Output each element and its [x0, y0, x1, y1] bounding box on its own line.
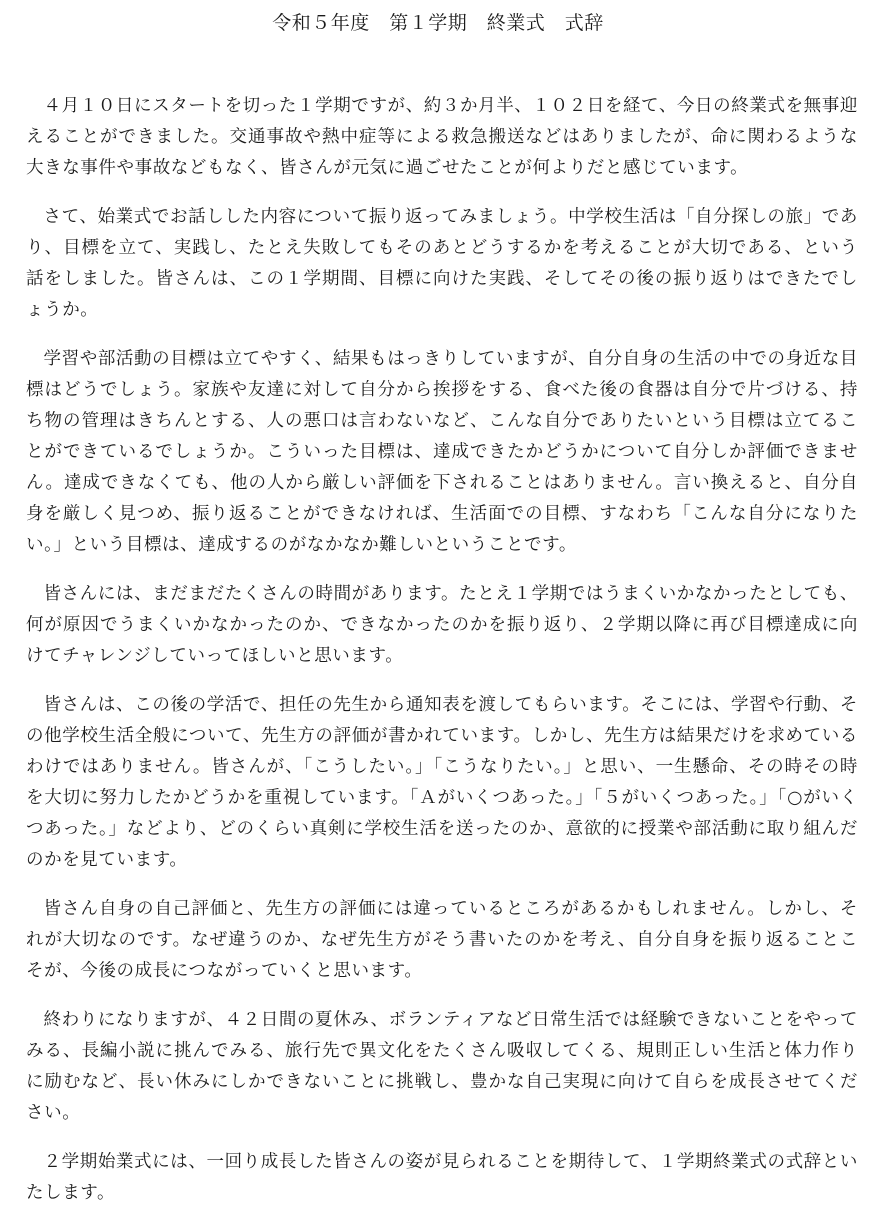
- paragraph-6: 皆さん自身の自己評価と、先生方の評価には違っているところがあるかもしれません。しかし、それが大切なのです。なぜ違うのか、なぜ先生方がそう書いたのかを考え、自分自身を振り返ることこそが、今後の成長につながっていくと思います。: [26, 899, 858, 981]
- document-title: 令和５年度 第１学期 終業式 式辞: [272, 12, 604, 34]
- paragraph-7: 終わりになりますが、４２日間の夏休み、ボランティアなど日常生活では経験できないことをやってみる、長編小説に挑んでみる、旅行先で異文化をたくさん吸収してくる、規則正しい生活と体力作りに励むなど、長い休みにしかできないことに挑戦し、豊かな自己実現に向けて自らを成長させてください。: [26, 1010, 858, 1123]
- paragraph-5: 皆さんは、この後の学活で、担任の先生から通知表を渡してもらいます。そこには、学習や行動、その他学校生活全般について、先生方の評価が書かれています。しかし、先生方は結果だけを求めているわけではありません。皆さんが、「こうしたい。」「こうなりたい。」と思い、一生懸命、その時その時を大切に努力したかどうかを重視しています。「Ａがいくつあった。」「５がいくつあった。」「○がいくつあった。」などより、どのくらい真剣に学校生活を送ったのか、意欲的に授業や部活動に取り組んだのかを見ています。: [26, 695, 858, 870]
- paragraph-4: 皆さんには、まだまだたくさんの時間があります。たとえ１学期ではうまくいかなかったとしても、何が原因でうまくいかなかったのか、できなかったのかを振り返り、２学期以降に再び目標達成に向けてチャレンジしていってほしいと思います。: [26, 584, 858, 666]
- paragraph-8: ２学期始業式には、一回り成長した皆さんの姿が見られることを期待して、１学期終業式の式辞といたします。: [26, 1152, 858, 1203]
- paragraph-3: 学習や部活動の目標は立てやすく、結果もはっきりしていますが、自分自身の生活の中での身近な目標はどうでしょう。家族や友達に対して自分から挨拶をする、食べた後の食器は自分で片づける、持ち物の管理はきちんとする、人の悪口は言わないなど、こんな自分でありたいという目標は立てることができているでしょうか。こういった目標は、達成できたかどうかについて自分しか評価できません。達成できなくても、他の人から厳しい評価を下されることはありません。言い換えると、自分自身を厳しく見つめ、振り返ることができなければ、生活面での目標、すなわち「こんな自分になりたい。」という目標は、達成するのがなかなか難しいということです。: [26, 349, 858, 555]
- document-body: [26, 91, 858, 1227]
- paragraph-1: ４月１０日にスタートを切った１学期ですが、約３か月半、１０２日を経て、今日の終業式を無事迎えることができました。交通事故や熱中症等による救急搬送などはありましたが、命に関わるような大きな事件や事故などもなく、皆さんが元気に過ごせたことが何よりだと感じています。: [26, 96, 858, 178]
- paragraph-2: さて、始業式でお話しした内容について振り返ってみましょう。中学校生活は「自分探しの旅」であり、目標を立て、実践し、たとえ失敗してもそのあとどうするかを考えることが大切である、という話をしました。皆さんは、この１学期間、目標に向けた実践、そしてその後の振り返りはできたでしょうか。: [26, 207, 858, 320]
